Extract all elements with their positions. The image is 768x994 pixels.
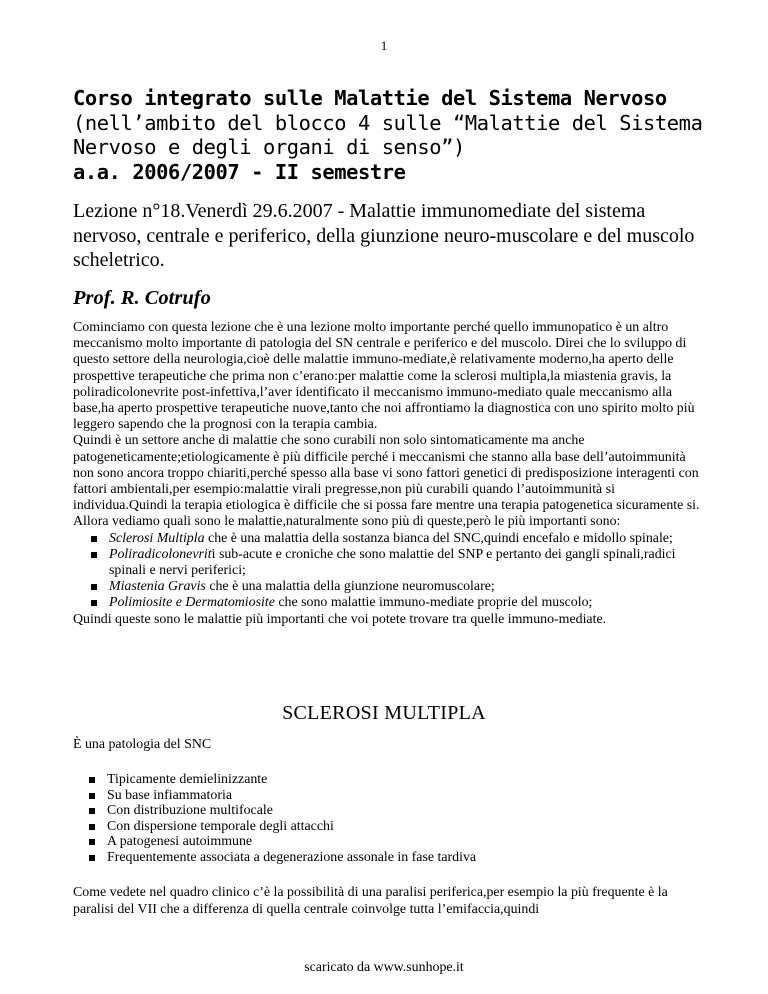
feature-text: Con distribuzione multifocale (107, 803, 273, 819)
section-intro: È una patologia del SNC (73, 737, 212, 752)
list-item (73, 834, 701, 850)
disease-desc: che è una malattia della giunzione neuromuscolare; (205, 579, 495, 595)
square-bullet-icon (91, 552, 97, 558)
feature-text: A patogenesi autoimmune (107, 834, 253, 850)
closing-paragraph: Come vedete nel quadro clinico c’è la possibilità di una paralisi periferica,per esempio la più frequente è la paralisi del VII che a differenza di quella centrale coinvolge tutta l’emifaccia,quindi (73, 885, 668, 917)
square-bullet-icon (89, 824, 95, 830)
disease-desc: che è una malattia della sostanza bianca del SNC,quindi encefalo e midollo spinale; (204, 530, 673, 546)
feature-text: Con dispersione temporale degli attacchi (107, 818, 334, 834)
square-bullet-icon (89, 839, 95, 845)
square-bullet-icon (91, 584, 97, 590)
professor-name: Prof. R. Cotrufo (73, 287, 211, 309)
square-bullet-icon (91, 536, 97, 542)
features-list (73, 772, 701, 866)
square-bullet-icon (89, 808, 95, 814)
square-bullet-icon (89, 855, 95, 861)
course-header (73, 86, 713, 184)
list-item (73, 547, 701, 579)
disease-list (73, 531, 701, 612)
list-item (73, 819, 701, 835)
course-subtitle: (nell’ambito del blocco 4 sulle “Malattie del Sistema Nervoso e degli organi di senso”) (73, 110, 703, 159)
list-item (73, 531, 701, 547)
list-item (73, 850, 701, 866)
square-bullet-icon (91, 600, 97, 606)
lecture-body (73, 320, 701, 628)
disease-desc: che sono malattie immuno-mediate proprie del muscolo; (274, 595, 593, 611)
disease-term: Poliradicolonevrit (109, 546, 212, 562)
square-bullet-icon (89, 793, 95, 799)
academic-year: a.a. 2006/2007 - II semestre (73, 159, 406, 184)
disease-term: Polimiosite e Dermatomiosite (109, 595, 275, 611)
feature-text: Tipicamente demielinizzante (107, 772, 268, 787)
disease-term: Sclerosi Multipla (109, 530, 205, 546)
disease-term: Miastenia Gravis (109, 579, 206, 595)
paragraph: Quindi è un settore anche di malattie che sono curabili non solo sintomaticamente ma anche patogeneticamente;etiologicamente è più difficile perché i meccanismi che stanno alla base dell’autoimmunità non sono ancora troppo chiariti,perché spesso alla base vi sono fattori genetici di predisposizione interagenti con fattori ambientali,per esempio:malattie virali pregresse,non più curabili quando l’autoimmunità si individua.Quindi la terapia etiologica è difficile che si possa fare mentre una terapia patogenetica sicuramente si. (73, 433, 700, 514)
section-title: SCLEROSI MULTIPLA (282, 702, 486, 724)
lesson-title: Lezione n°18.Venerdì 29.6.2007 - Malattie immunomediate del sistema nervoso, centrale e periferico, della giunzione neuro-muscolare e del muscolo scheletrico. (73, 200, 695, 271)
feature-text: Su base infiammatoria (107, 787, 232, 803)
footer-source: scaricato da www.sunhope.it (304, 960, 464, 975)
page-number: 1 (380, 38, 388, 53)
paragraph: Allora vediamo quali sono le malattie,naturalmente sono più di queste,però le più importanti sono: (73, 514, 621, 530)
course-title: Corso integrato sulle Malattie del Sistema Nervoso (73, 86, 667, 110)
summary-paragraph: Quindi queste sono le malattie più importanti che voi potete trovare tra quelle immuno-mediate. (73, 611, 607, 627)
square-bullet-icon (89, 777, 95, 783)
list-item (73, 579, 701, 595)
list-item (73, 772, 701, 788)
list-item (73, 788, 701, 804)
paragraph: Cominciamo con questa lezione che è una lezione molto importante perché quello immunopatico è un altro meccanismo molto importante di patologia del SN centrale e periferico e del muscolo. Direi che lo sviluppo di questo settore della neurologia,cioè delle malattie immuno-mediate,è relativamente moderno,ha aperto delle prospettive terapeutiche che prima non c’erano:per malattie come la sclerosi multipla,la miastenia gravis, la poliradicolonevrite post-infettiva,l’aver identificato il meccanismo immuno-mediato quale meccanismo alla base,ha aperto prospettive terapeutiche nuove,tanto che noi affrontiamo la diagnostica con uno spirito molto più leggero sapendo che la prognosi con la terapia cambia. (73, 320, 695, 433)
disease-desc: i sub-acute e croniche che sono malattie del SNP e pertanto dei gangli spinali,radici spinali e nervi periferici; (109, 546, 676, 579)
list-item (73, 803, 701, 819)
list-item (73, 595, 701, 611)
feature-text: Frequentemente associata a degenerazione assonale in fase tardiva (107, 849, 477, 865)
